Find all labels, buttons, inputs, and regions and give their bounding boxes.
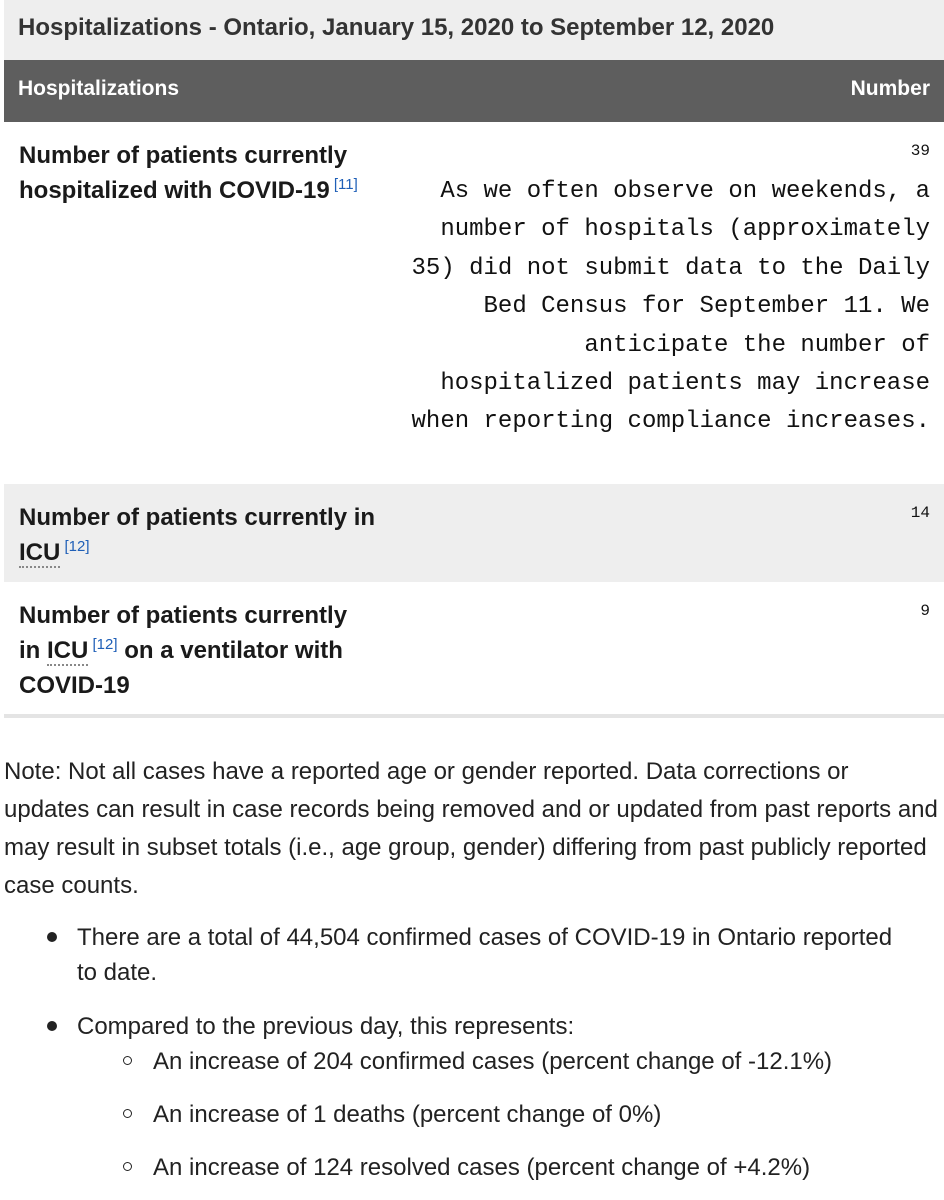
sub-list-item-text: An increase of 204 confirmed cases (percent change of -12.1%) xyxy=(153,1048,833,1075)
table-row xyxy=(4,484,944,582)
row-note-line: As we often observe on weekends, a xyxy=(440,178,930,205)
table-row xyxy=(4,122,944,484)
sub-list-item xyxy=(153,1150,939,1185)
list-item-text: There are a total of 44,504 confirmed cases of COVID-19 in Ontario reported xyxy=(77,924,893,951)
icu-abbreviation[interactable]: ICU xyxy=(47,637,89,664)
circle-bullet-icon xyxy=(123,1109,132,1118)
table-caption: Hospitalizations - Ontario, January 15, 2020 to September 12, 2020 xyxy=(4,0,944,60)
row-label xyxy=(19,138,389,208)
footnote-link[interactable]: [12] xyxy=(64,538,90,555)
sub-list-item xyxy=(153,1097,939,1132)
table-header-row xyxy=(4,60,944,122)
row-value: 14 xyxy=(910,504,930,522)
footnote-link[interactable]: [11] xyxy=(333,176,358,193)
bullet-icon xyxy=(47,1021,57,1031)
row-label xyxy=(19,598,389,703)
row-label-text: Number of patients currently hospitalized with COVID-19 xyxy=(19,142,348,204)
sub-list-item-text: An increase of 1 deaths (percent change of 0%) xyxy=(153,1101,662,1128)
row-label-text: in xyxy=(19,637,41,664)
list-item xyxy=(77,1009,939,1044)
list-item-text: to date. xyxy=(77,959,158,986)
row-label-text: on a ventilator with xyxy=(124,637,343,664)
row-note xyxy=(390,173,930,442)
sub-list-item xyxy=(153,1044,939,1079)
row-label xyxy=(19,500,389,570)
circle-bullet-icon xyxy=(123,1162,132,1171)
bullet-icon xyxy=(47,932,57,942)
row-note-line: Bed Census for September 11. We xyxy=(483,293,930,321)
footnote-link[interactable]: [12] xyxy=(92,636,118,653)
icu-abbreviation[interactable]: ICU xyxy=(19,539,61,566)
column-header-hospitalizations: Hospitalizations xyxy=(18,77,180,100)
sub-list-item-text: An increase of 124 resolved cases (percent change of +4.2%) xyxy=(153,1154,811,1181)
row-value: 9 xyxy=(920,602,930,620)
note-paragraph: Note: Not all cases have a reported age or gender reported. Data corrections or updates can result in case records being removed and or updated from past reports and may result in subset totals (i.e., age group, gender) differing from past publicly reported case counts. xyxy=(4,758,938,899)
row-note-line: anticipate the number of xyxy=(584,331,930,359)
row-label-text: COVID-19 xyxy=(19,672,130,699)
circle-bullet-icon xyxy=(123,1056,132,1065)
list-item xyxy=(77,920,939,990)
row-note-line: hospitalized patients may increase xyxy=(440,370,930,398)
table-row xyxy=(4,582,944,718)
row-label-text: Number of patients currently xyxy=(19,602,348,629)
row-label-text: Number of patients currently in xyxy=(19,504,376,531)
list-item-text: Compared to the previous day, this represents: xyxy=(77,1013,575,1040)
row-value: 39 xyxy=(910,142,930,160)
column-header-number: Number xyxy=(850,77,930,100)
row-note-line: when reporting compliance increases. xyxy=(411,408,930,436)
row-note-line: 35) did not submit data to the Daily xyxy=(411,254,930,282)
row-note-line: number of hospitals (approximately xyxy=(440,216,930,244)
